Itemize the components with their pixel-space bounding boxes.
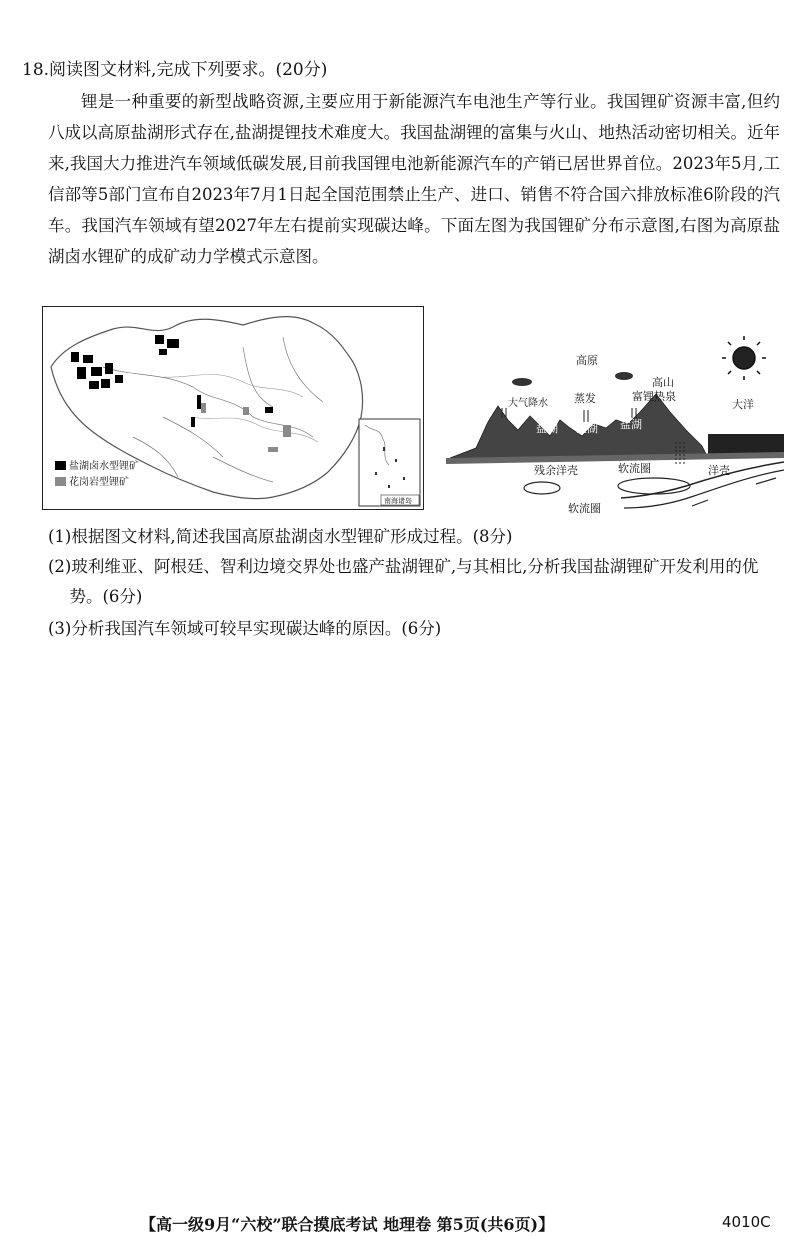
label-hotspring: 富锂热泉: [632, 390, 676, 403]
label-plateau: 高原: [576, 354, 598, 367]
granite-deposit: [268, 447, 278, 452]
brine-deposit: [197, 395, 201, 409]
granite-deposit: [201, 403, 206, 413]
brine-deposit: [77, 367, 86, 379]
brine-deposit: [89, 381, 99, 389]
label-saltlake-3: 盐湖: [620, 418, 642, 431]
label-saltlake-1: 盐湖: [536, 422, 558, 435]
inset-label: 南海诸岛: [384, 497, 412, 505]
legend-brine-label: 盐湖卤水型锂矿: [69, 461, 139, 472]
page-footer: 【高一级9月“六校”联合摸底考试 地理卷 第5页(共6页)】: [140, 1215, 555, 1234]
label-highland: 高山: [652, 376, 674, 389]
question-title: 18.阅读图文材料,完成下列要求。(20分): [22, 60, 328, 80]
brine-deposit: [159, 349, 167, 355]
brine-deposit: [101, 379, 110, 388]
evaporation-arrows: [584, 410, 588, 422]
granite-deposit: [283, 425, 291, 437]
saltlake-formation-model: [446, 336, 786, 518]
sun-icon: [722, 336, 766, 380]
cloud-icon: [615, 372, 633, 380]
label-asthenosphere-1: 软流圈: [618, 462, 651, 475]
sub-question-1: (1)根据图文材料,简述我国高原盐湖卤水型锂矿形成过程。(8分): [48, 527, 513, 546]
brine-deposit: [105, 363, 113, 374]
question-passage: 锂是一种重要的新型战略资源,主要应用于新能源汽车电池生产等行业。我国锂矿资源丰富,但约八成以高原盐湖形式存在,盐湖提锂技术难度大。我国盐湖锂的富集与火山、地热活动密切相关。近年来,我国大力推进汽车领域低碳发展,目前我国锂电池新能源汽车的产销已居世界首位。2023年5月,工信部等5部门宣布自2023年7月1日起全国范围禁止生产、进口、销售不符合国六排放标准6阶段的汽车。我国汽车领域有望2027年左右提前实现碳达峰。下面左图为我国锂矿分布示意图,右图为高原盐湖卤水锂矿的成矿动力学模式示意图。: [48, 92, 780, 266]
brine-deposit: [71, 352, 79, 362]
label-saltlake-2: 盐湖: [576, 422, 598, 435]
label-ocean: 大洋: [732, 398, 754, 411]
subducting-slab-lower: [624, 470, 784, 508]
label-rain: 大气降水: [508, 398, 548, 409]
label-oceanic-remnant: 残余洋壳: [534, 464, 578, 477]
legend-brine-swatch: [55, 461, 66, 470]
granite-deposit: [243, 407, 249, 415]
cloud-icon: [512, 378, 532, 386]
asthenosphere-loop: [524, 482, 560, 494]
flow-arrow: [756, 478, 776, 484]
brine-deposit: [167, 339, 179, 348]
legend-granite-swatch: [55, 477, 66, 486]
model-drawing: [446, 336, 786, 518]
paper-code: 4010C: [722, 1213, 771, 1231]
river-lines: [163, 374, 318, 442]
legend-granite-label: 花岗岩型锂矿: [69, 477, 129, 488]
brine-deposit: [265, 407, 273, 413]
flow-arrow: [692, 500, 708, 506]
lithium-distribution-map: [42, 306, 424, 510]
china-map-drawing: [43, 307, 422, 508]
label-asthenosphere-2: 软流圈: [568, 502, 601, 515]
brine-deposit: [191, 417, 195, 427]
sub-question-2: (2)玻利维亚、阿根廷、智利边境交界处也盛产盐湖锂矿,与其相比,分析我国盐湖锂矿开发利用的优势。(6分): [48, 557, 759, 606]
inset-frame: [359, 419, 420, 506]
label-evaporation: 蒸发: [574, 392, 596, 405]
brine-deposit: [83, 355, 93, 363]
brine-deposit: [91, 367, 102, 376]
sub-question-3: (3)分析我国汽车领域可较早实现碳达峰的原因。(6分): [48, 619, 442, 638]
asthenosphere-loop: [618, 478, 690, 494]
brine-deposit: [155, 335, 164, 344]
brine-deposit: [115, 375, 123, 383]
label-oceanic-crust: 洋壳: [708, 464, 730, 477]
